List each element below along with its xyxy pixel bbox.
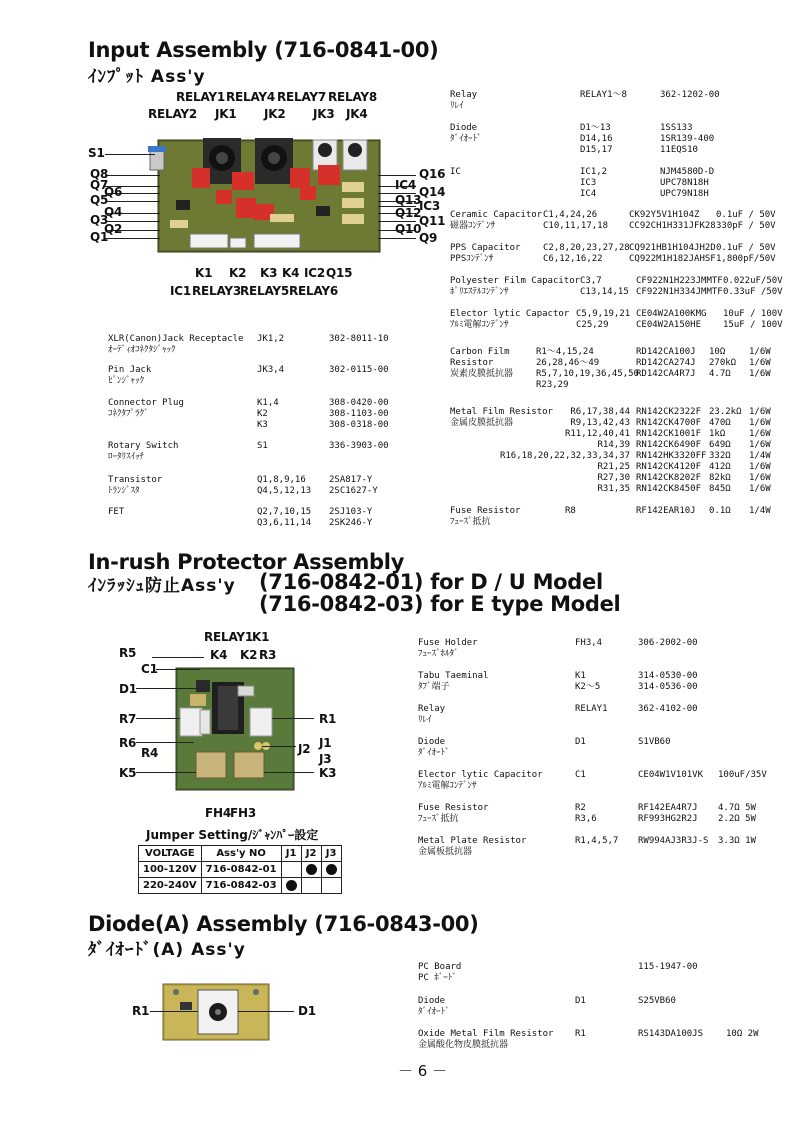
label-ic1: IC1	[170, 284, 192, 298]
part-number-list: RF142EA4R7J RF993HG2R2J	[638, 803, 698, 824]
label-q16: Q16	[419, 167, 446, 181]
label-k4: K4	[282, 266, 300, 280]
diode-label-r1: R1	[132, 1004, 150, 1018]
part-number-list: CE04W2A100KMG CE04W2A150HE	[636, 309, 707, 330]
part-ref-list: K1,4 K2 K3	[257, 398, 279, 430]
inrush-label-r6: R6	[119, 736, 137, 750]
part-number: 306-2002-00	[638, 638, 698, 648]
inrush-label-r7: R7	[119, 712, 137, 726]
label-q10: Q10	[395, 222, 422, 236]
part-value: 3.3Ω 1W	[718, 836, 756, 846]
part-ref: JK3,4	[257, 365, 285, 375]
inrush-label-r1: R1	[319, 712, 337, 726]
part-value-list: 0.1uF / 50V 330pF / 50V	[716, 210, 776, 231]
input-left-part-0: XLR(Canon)Jack Receptacle ｵｰﾃﾞｨｵｺﾈｸﾀｼﾞｬｯｸ	[108, 334, 244, 355]
part-number: S1VB60	[638, 737, 671, 747]
label-q15: Q15	[326, 266, 353, 280]
label-relay4: RELAY4	[226, 90, 276, 104]
part-number-list: RD142CA100J RD142CA274J RD142CA4R7J	[636, 347, 696, 379]
part-number: 362-4102-00	[638, 704, 698, 714]
part-number: 336-3903-00	[329, 441, 389, 451]
electrolytic-part: Elector lytic Capactor ｱﾙﾐ電解ｺﾝﾃﾞﾝｻ	[450, 309, 570, 330]
part-value: 10Ω 2W	[726, 1029, 759, 1039]
label-q3: Q3	[90, 213, 109, 227]
part-value-list: 4.7Ω 5W 2.2Ω 5W	[718, 803, 756, 824]
inrush-label-r3: R3	[259, 648, 277, 662]
part-number-list: 2SJ103-Y 2SK246-Y	[329, 507, 373, 528]
part-number-list: CQ921HB1H104JH2D CQ922M1H182JAHSF	[629, 243, 716, 264]
part-ref: R8	[565, 506, 576, 516]
part-number-list: NJM4580D-D UPC78N18H UPC79N18H	[660, 167, 715, 199]
part-value-list: 10uF / 100V 15uF / 100V	[723, 309, 783, 330]
inrush-label-k3: K3	[319, 766, 337, 780]
part-ref: JK1,2	[257, 334, 285, 344]
part-ref-list: Q2,7,10,15 Q3,6,11,14	[257, 507, 312, 528]
part-value-list: 0.1uF / 50V 1,800pF/50V	[716, 243, 776, 264]
label-q4: Q4	[104, 205, 123, 219]
label-q5: Q5	[90, 193, 109, 207]
diode-a-subtitle: ﾀﾞｲｵｰﾄﾞ(A) Ass'y	[88, 940, 246, 960]
part-ref-list: C3,7 C13,14,15	[580, 276, 629, 297]
label-q8: Q8	[90, 167, 109, 181]
part-number-list: 308-0420-00 308-1103-00 308-0318-00	[329, 398, 389, 430]
part-number: 115-1947-00	[638, 962, 698, 972]
input-assembly-title: Input Assembly (716-0841-00)	[88, 38, 439, 62]
input-left-part-4: Transistor ﾄﾗﾝｼﾞｽﾀ	[108, 475, 163, 496]
inrush-model-du: (716-0842-01) for D / U Model	[259, 570, 603, 594]
part-number: 302-8011-10	[329, 334, 389, 344]
inrush-label-k2: K2	[240, 648, 258, 662]
part-number-list: 2SA817-Y 2SC1627-Y	[329, 475, 378, 496]
label-s1: S1	[88, 146, 105, 160]
part-ref: S1	[257, 441, 268, 451]
part-watt-list: 1/6W 1/6W 1/6W	[749, 347, 771, 379]
inrush-label-k4: K4	[210, 648, 228, 662]
part-ref: R1	[575, 1029, 586, 1039]
input-left-part-3: Rotary Switch ﾛｰﾀﾘｽｲｯﾁ	[108, 441, 179, 462]
label-ic2: IC2	[304, 266, 326, 280]
part-ref: FH3,4	[575, 638, 603, 648]
label-relay7: RELAY7	[277, 90, 327, 104]
relay-part: Relay ﾘﾚｲ	[450, 90, 478, 111]
part-number: 362-1202-00	[660, 90, 720, 100]
part-ref-list: K1 K2～5	[575, 671, 601, 692]
label-k1: K1	[195, 266, 213, 280]
inrush-label-c1: C1	[141, 662, 158, 676]
label-relay5: RELAY5	[240, 284, 290, 298]
inrush-part-0: Fuse Holder ﾌｭｰｽﾞﾎﾙﾀﾞ	[418, 638, 478, 659]
label-q9: Q9	[419, 231, 438, 245]
label-jk2: JK2	[264, 107, 286, 121]
inrush-label-fh4: FH4	[205, 806, 231, 820]
part-value-list: 10Ω 270kΩ 4.7Ω	[709, 347, 737, 379]
jumper-setting-title: Jumper Setting/ｼﾞｬﾝﾊﾟｰ設定	[146, 828, 319, 842]
inrush-part-3: Diode ﾀﾞｲｵｰﾄﾞ	[418, 737, 450, 758]
label-relay2: RELAY2	[148, 107, 198, 121]
inrush-label-r5: R5	[119, 646, 137, 660]
assy-cell: 716-0842-01	[201, 862, 281, 878]
part-ref: C1	[575, 770, 586, 780]
inrush-label-relay1: RELAY1	[204, 630, 254, 644]
part-number: S25VB60	[638, 996, 676, 1006]
part-ref-list: R1～4,15,24 26,28,46～49 R5,7,10,19,36,45,50 R23,29	[536, 347, 639, 390]
header-j2: J2	[301, 846, 321, 862]
label-q11: Q11	[419, 214, 446, 228]
assy-cell: 716-0842-03	[201, 878, 281, 894]
input-left-part-1: Pin Jack ﾋﾟﾝｼﾞｬｯｸ	[108, 365, 152, 386]
diode-label-d1: D1	[298, 1004, 316, 1018]
part-ref-list: R6,17,38,44 R9,13,42,43 R11,12,40,41 R14,39 R16,18,20,22,32,33,34,37 R21,25 R27,30 R31,35	[499, 407, 630, 494]
label-relay1: RELAY1	[176, 90, 226, 104]
part-ref-list: D1～13 D14,16 D15,17	[580, 123, 613, 155]
inrush-label-j3: J3	[319, 752, 332, 766]
metal-film-resistor-part: Metal Film Resistor 金属皮膜抵抗器	[450, 407, 553, 428]
ic-part: IC	[450, 167, 461, 177]
label-q2: Q2	[104, 222, 123, 236]
part-ref-list: IC1,2 IC3 IC4	[580, 167, 608, 199]
label-relay3: RELAY3	[192, 284, 242, 298]
diode-part-1: Diode ﾀﾞｲｵｰﾄﾞ	[418, 996, 450, 1017]
part-value-list: 0.022uF/50V 0.33uF /50V	[723, 276, 783, 297]
fuse-resistor-part: Fuse Resistor ﾌｭｰｽﾞ抵抗	[450, 506, 521, 527]
part-number: RF142EAR10J	[636, 506, 696, 516]
header-j3: J3	[321, 846, 341, 862]
voltage-cell: 220-240V	[139, 878, 202, 894]
inrush-part-6: Metal Plate Resistor 金属板抵抗器	[418, 836, 527, 857]
label-q12: Q12	[395, 206, 422, 220]
inrush-subtitle: ｲﾝﾗｯｼｭ防止Ass'y	[88, 576, 236, 596]
part-ref-list: Q1,8,9,16 Q4,5,12,13	[257, 475, 312, 496]
header-j1: J1	[281, 846, 301, 862]
inrush-label-fh3: FH3	[230, 806, 256, 820]
label-q1: Q1	[90, 230, 109, 244]
part-value: 0.1Ω	[709, 506, 731, 516]
part-ref-list: C1,4,24,26 C10,11,17,18	[543, 210, 609, 231]
inrush-label-d1: D1	[119, 682, 137, 696]
part-ref: D1	[575, 737, 586, 747]
inrush-label-j2: J2	[298, 742, 311, 756]
part-number-list: 1SS133 1SR139-400 11EQS10	[660, 123, 715, 155]
inrush-label-k1: K1	[252, 630, 270, 644]
inrush-part-5: Fuse Resistor ﾌｭｰｽﾞ抵抗	[418, 803, 489, 824]
header-assy: Ass'y NO	[201, 846, 281, 862]
label-ic3: IC3	[419, 199, 441, 213]
part-number-list: CF922N1H223JMMTF CF922N1H334JMMTF	[636, 276, 723, 297]
label-jk1: JK1	[215, 107, 237, 121]
part-ref: RELAY1	[575, 704, 608, 714]
part-watt-list: 1/6W 1/6W 1/6W 1/6W 1/4W 1/6W 1/6W 1/6W	[749, 407, 771, 494]
part-ref-list: C5,9,19,21 C25,29	[576, 309, 631, 330]
part-value: 100uF/35V	[718, 770, 767, 780]
label-q14: Q14	[419, 185, 446, 199]
ceramic-part: Ceramic Capacitor 磁器ｺﾝﾃﾞﾝｻ	[450, 210, 543, 231]
inrush-part-1: Tabu Taeminal ﾀﾌﾞ端子	[418, 671, 489, 692]
inrush-model-e: (716-0842-03) for E type Model	[259, 592, 621, 616]
label-jk3: JK3	[313, 107, 335, 121]
label-relay6: RELAY6	[289, 284, 339, 298]
part-number-list: RN142CK2322F RN142CK4700F RN142CK1001F RN142CK6490F RN142HK3320FF RN142CK4120F RN142CK8202F RN142CK8450F	[636, 407, 707, 494]
polyester-part: Polyester Film Capacitor ﾎﾟﾘｴｽﾃﾙｺﾝﾃﾞﾝｻ	[450, 276, 581, 297]
diode-part: Diode ﾀﾞｲｵｰﾄﾞ	[450, 123, 482, 144]
voltage-cell: 100-120V	[139, 862, 202, 878]
label-k3: K3	[260, 266, 278, 280]
part-ref-list: R2 R3,6	[575, 803, 597, 824]
part-value-list: 23.2kΩ 470Ω 1kΩ 649Ω 332Ω 412Ω 82kΩ 845Ω	[709, 407, 742, 494]
label-jk4: JK4	[346, 107, 368, 121]
label-q6: Q6	[104, 185, 123, 199]
inrush-part-2: Relay ﾘﾚｲ	[418, 704, 446, 725]
part-number-list: 314-0530-00 314-0536-00	[638, 671, 698, 692]
inrush-label-r4: R4	[141, 746, 159, 760]
part-ref-list: C2,8,20,23,27,28 C6,12,16,22	[543, 243, 630, 264]
part-number-list: CK92Y5V1H104Z CC92CH1H331JFK28	[629, 210, 716, 231]
carbon-resistor-part: Carbon Film Resistor 炭素皮膜抵抗器	[450, 347, 514, 379]
part-number: CE04W1V101VK	[638, 770, 704, 780]
input-left-part-2: Connector Plug ｺﾈｸﾀﾌﾟﾗｸﾞ	[108, 398, 184, 419]
part-number: RS143DA100JS	[638, 1029, 704, 1039]
input-assembly-subtitle: ｲﾝﾌﾟｯﾄ Ass'y	[88, 67, 206, 87]
input-left-part-5: FET	[108, 507, 125, 517]
inrush-label-k5: K5	[119, 766, 137, 780]
diode-a-title: Diode(A) Assembly (716-0843-00)	[88, 912, 479, 936]
label-q7: Q7	[90, 178, 109, 192]
diode-part-2: Oxide Metal Film Resistor 金属酸化物皮膜抵抗器	[418, 1029, 554, 1050]
pps-part: PPS Capacitor PPSｺﾝﾃﾞﾝｻ	[450, 243, 521, 264]
part-watt: 1/4W	[749, 506, 771, 516]
label-k2: K2	[229, 266, 247, 280]
header-voltage: VOLTAGE	[139, 846, 202, 862]
part-ref: RELAY1～8	[580, 90, 627, 100]
part-number: 302-0115-00	[329, 365, 389, 375]
part-number: RW994AJ3R3J-S	[638, 836, 709, 846]
part-ref: D1	[575, 996, 586, 1006]
label-ic4: IC4	[395, 178, 417, 192]
inrush-label-j1: J1	[319, 736, 332, 750]
page-number: － 6 －	[398, 1062, 448, 1080]
label-relay8: RELAY8	[328, 90, 378, 104]
diode-part-0: PC Board PC ﾎﾞｰﾄﾞ	[418, 962, 462, 983]
label-q13: Q13	[395, 193, 422, 207]
inrush-part-4: Elector lytic Capacitor ｱﾙﾐ電解ｺﾝﾃﾞﾝｻ	[418, 770, 543, 791]
inrush-title: In-rush Protector Assembly	[88, 550, 405, 574]
part-ref: R1,4,5,7	[575, 836, 619, 846]
